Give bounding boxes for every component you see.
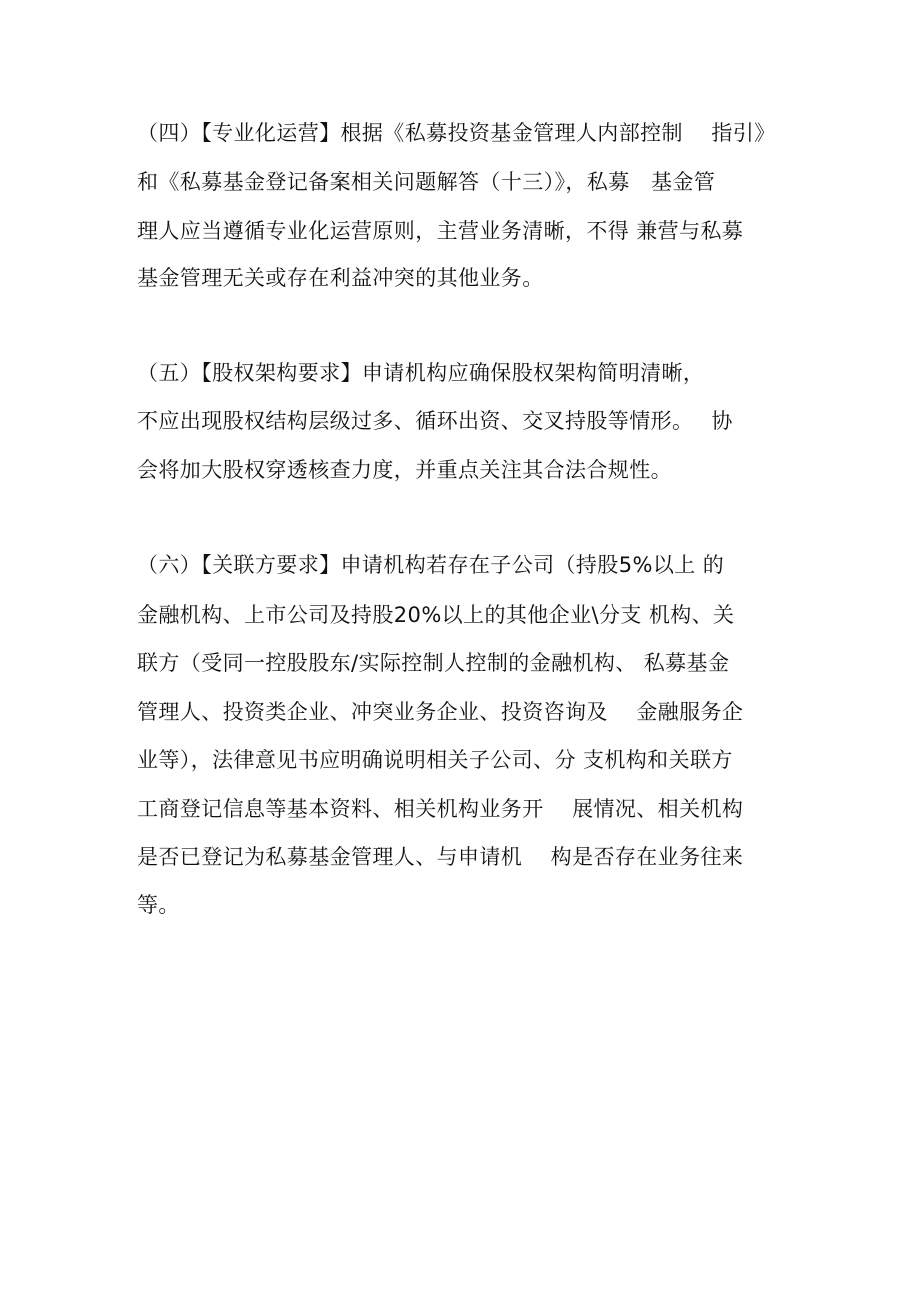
paragraph-6-line-7: 是否已登记为私募基金管理人、与申请机 构是否存在业务往来 xyxy=(137,845,744,869)
paragraph-4-line-4: 基金管理无关或存在利益冲突的其他业务。 xyxy=(137,266,544,290)
paragraph-6-line-2: 金融机构、上市公司及持股20%以上的其他企业\分支 机构、关 xyxy=(137,603,735,627)
paragraph-6-line-5: 业等），法律意见书应明确说明相关子公司、分 支机构和关联方 xyxy=(137,748,733,772)
paragraph-6-line-4: 管理人、投资类企业、冲突业务企业、投资咨询及 金融服务企 xyxy=(137,700,744,724)
paragraph-5-line-2: 不应出现股权结构层级过多、循环出资、交叉持股等情形。 协 xyxy=(137,409,733,433)
paragraph-6-line-8: 等。 xyxy=(137,893,180,917)
paragraph-5-line-3: 会将加大股权穿透核查力度，并重点关注其合法合规性。 xyxy=(137,458,672,482)
paragraph-6-line-3: 联方（受同一控股股东/实际控制人控制的金融机构、 私募基金 xyxy=(137,651,730,675)
paragraph-5-line-1: （五）【股权架构要求】申请机构应确保股权架构简明清晰， xyxy=(137,361,705,385)
paragraph-6-line-6: 工商登记信息等基本资料、相关机构业务开 展情况、相关机构 xyxy=(137,797,744,821)
paragraph-4-line-1: （四）【专业化运营】根据《私募投资基金管理人内部控制 指引》 xyxy=(137,121,776,145)
paragraph-4-line-3: 理人应当遵循专业化运营原则，主营业务清晰，不得 兼营与私募 xyxy=(137,219,744,243)
paragraph-6-line-1: （六）【关联方要求】申请机构若存在子公司（持股5%以上 的 xyxy=(137,553,725,577)
paragraph-4-line-2: 和《私募基金登记备案相关问题解答（十三）》，私募 基金管 xyxy=(137,170,716,194)
